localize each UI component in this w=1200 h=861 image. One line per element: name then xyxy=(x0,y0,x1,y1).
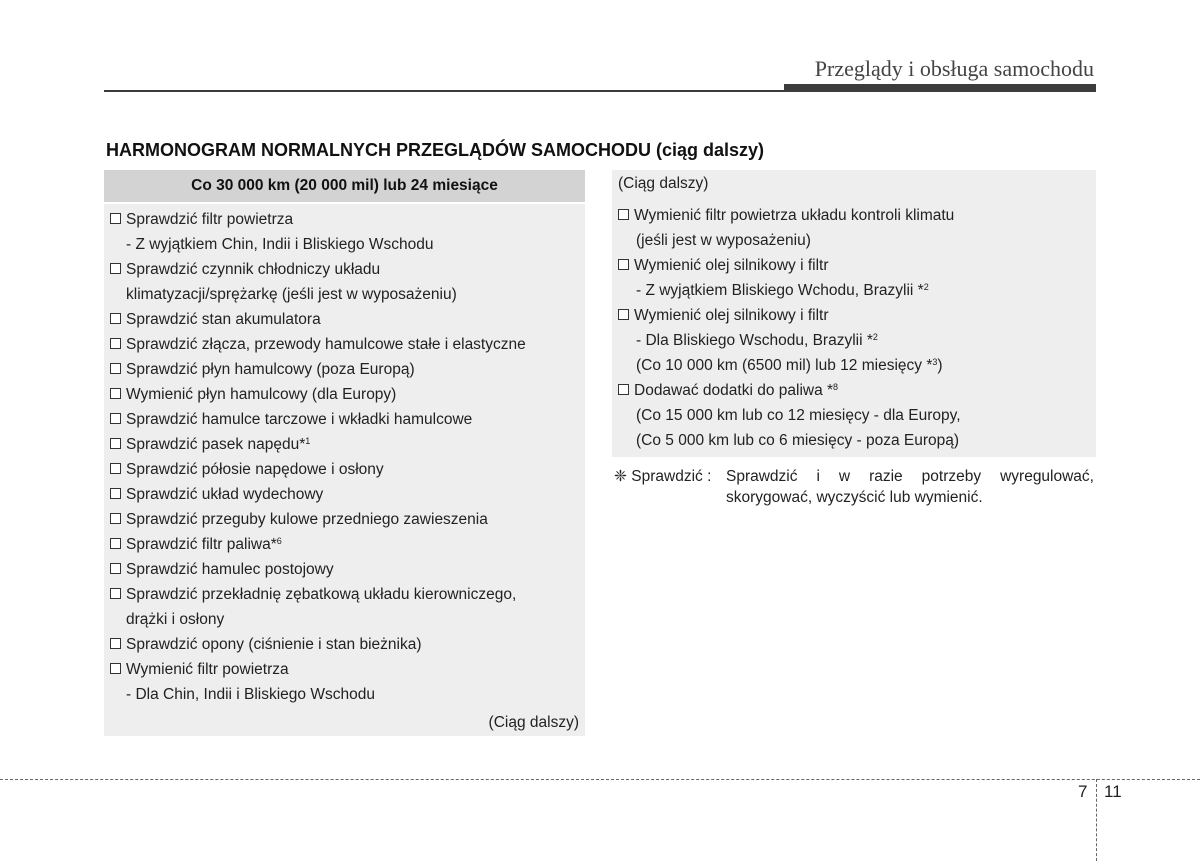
list-item: Sprawdzić układ wydechowy xyxy=(110,482,585,507)
list-item-sub: (Co 10 000 km (6500 mil) lub 12 miesięcy *$^3$) xyxy=(636,357,943,374)
list-item: Sprawdzić filtr powietrza xyxy=(110,207,585,232)
checkbox-icon xyxy=(110,663,121,674)
list-item: Sprawdzić przekładnię zębatkową układu kierowniczego, xyxy=(110,582,585,607)
section-title: HARMONOGRAM NORMALNYCH PRZEGLĄDÓW SAMOCHODU (ciąg dalszy) xyxy=(106,140,765,160)
list-item: Sprawdzić płyn hamulcowy (poza Europą) xyxy=(110,357,585,382)
list-item-sub: (jeśli jest w wyposażeniu) xyxy=(636,232,811,249)
checkbox-icon xyxy=(110,538,121,549)
checklist-left xyxy=(104,204,585,707)
list-item: Sprawdzić półosie napędowe i osłony xyxy=(110,457,585,482)
note-line: skorygować, wyczyścić lub wymienić. xyxy=(726,489,983,506)
checkbox-icon xyxy=(110,588,121,599)
footnote-mark: 2 xyxy=(923,282,929,292)
footnote-mark: 3 xyxy=(932,357,938,367)
list-item: Wymienić filtr powietrza układu kontroli klimatu xyxy=(618,203,1096,228)
checkbox-icon xyxy=(110,213,121,224)
list-item-sub: (Co 15 000 km lub co 12 miesięcy - dla Europy, xyxy=(636,407,961,424)
checkbox-icon xyxy=(110,638,121,649)
checklist-right xyxy=(612,200,1096,453)
checkbox-icon xyxy=(618,209,629,220)
checkbox-icon xyxy=(110,488,121,499)
list-item: Sprawdzić hamulce tarczowe i wkładki hamulcowe xyxy=(110,407,585,432)
list-item: Sprawdzić stan akumulatora xyxy=(110,307,585,332)
chapter-number: 7 xyxy=(1078,782,1088,801)
list-item: Sprawdzić filtr paliwa*$^6$ xyxy=(110,532,585,557)
checkbox-icon xyxy=(110,413,121,424)
list-item: Sprawdzić hamulec postojowy xyxy=(110,557,585,582)
list-item: Wymienić olej silnikowy i filtr xyxy=(618,303,1096,328)
checkbox-icon xyxy=(110,463,121,474)
list-item-sub: - Dla Bliskiego Wschodu, Brazylii *$^2$ xyxy=(636,332,878,349)
footnote-mark: 8 xyxy=(833,382,839,392)
footnote-mark: 2 xyxy=(872,332,878,342)
header-rule-accent xyxy=(784,84,1096,91)
footer-divider xyxy=(0,779,1200,780)
note-label: ❈ Sprawdzić : xyxy=(614,468,712,485)
list-item-sub: - Dla Chin, Indii i Bliskiego Wschodu xyxy=(126,686,375,703)
list-item-sub: klimatyzacji/sprężarkę (jeśli jest w wyposażeniu) xyxy=(126,286,457,303)
list-item: Sprawdzić przeguby kulowe przedniego zawieszenia xyxy=(110,507,585,532)
checkbox-icon xyxy=(110,363,121,374)
page-number: 11 xyxy=(1104,782,1122,801)
footer-vertical-divider xyxy=(1096,779,1097,861)
list-item-sub: - Z wyjątkiem Bliskiego Wchodu, Brazylii *$^2$ xyxy=(636,282,929,299)
continued-label: (Ciąg dalszy) xyxy=(488,714,579,731)
list-item-sub: - Z wyjątkiem Chin, Indii i Bliskiego Wschodu xyxy=(126,236,434,253)
schedule-panel-right xyxy=(612,170,1096,457)
checkbox-icon xyxy=(110,563,121,574)
list-item: Sprawdzić czynnik chłodniczy układu xyxy=(110,257,585,282)
note-text xyxy=(726,466,1094,508)
list-item: Wymienić filtr powietrza xyxy=(110,657,585,682)
page-header-title: Przeglądy i obsługa samochodu xyxy=(814,56,1094,81)
list-item: Sprawdzić opony (ciśnienie i stan bieżnika) xyxy=(110,632,585,657)
list-item-sub: drążki i osłony xyxy=(126,611,225,628)
schedule-panel-left xyxy=(104,170,585,736)
checkbox-icon xyxy=(110,388,121,399)
checkbox-icon xyxy=(618,309,629,320)
list-item: Dodawać dodatki do paliwa *$^8$ xyxy=(618,378,1096,403)
checkbox-icon xyxy=(110,263,121,274)
checkbox-icon xyxy=(110,313,121,324)
list-item: Sprawdzić złącza, przewody hamulcowe stałe i elastyczne xyxy=(110,332,585,357)
panel-heading: Co 30 000 km (20 000 mil) lub 24 miesiące xyxy=(104,170,585,204)
checkbox-icon xyxy=(618,259,629,270)
note-line: Sprawdzić i w razie potrzeby wyregulować, xyxy=(726,468,1094,485)
checkbox-icon xyxy=(110,438,121,449)
list-item: Sprawdzić pasek napędu*$^1$ xyxy=(110,432,585,457)
checkbox-icon xyxy=(110,338,121,349)
continued-label: (Ciąg dalszy) xyxy=(618,175,709,192)
footnote-mark: 1 xyxy=(305,436,311,446)
list-item-sub: (Co 5 000 km lub co 6 miesięcy - poza Europą) xyxy=(636,432,960,449)
footnote-mark: 6 xyxy=(276,536,282,546)
checkbox-icon xyxy=(618,384,629,395)
list-item: Wymienić płyn hamulcowy (dla Europy) xyxy=(110,382,585,407)
list-item: Wymienić olej silnikowy i filtr xyxy=(618,253,1096,278)
checkbox-icon xyxy=(110,513,121,524)
